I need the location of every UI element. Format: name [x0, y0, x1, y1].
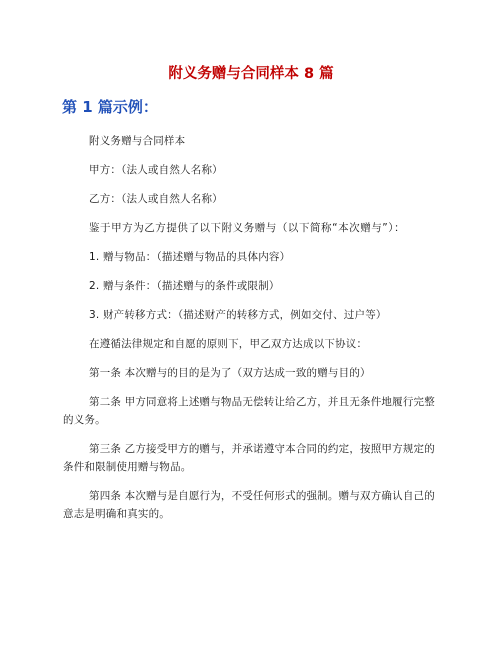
- section-heading: 第 1 篇示例：: [62, 98, 158, 116]
- gift-condition-paragraph: 2. 赠与条件：（描述赠与的条件或限制）: [89, 280, 280, 292]
- document-body: [63, 132, 441, 523]
- article-1-paragraph: 第一条 本次赠与的目的是为了（双方达成一致的赠与目的）: [89, 367, 371, 379]
- contract-name-paragraph: 附义务赠与合同样本: [89, 135, 186, 147]
- party-b-paragraph: 乙方：（法人或自然人名称）: [89, 193, 223, 205]
- document-title: 附义务赠与合同样本 8 篇: [168, 66, 334, 82]
- agreement-intro-paragraph: 在遵循法律规定和自愿的原则下，甲乙双方达成以下协议：: [89, 338, 368, 350]
- article-2-paragraph: 第二条 甲方同意将上述赠与物品无偿转让给乙方，并且无条件地履行完整的义务。: [63, 396, 435, 426]
- party-a-paragraph: 甲方：（法人或自然人名称）: [89, 164, 223, 176]
- transfer-method-paragraph: 3. 财产转移方式：（描述财产的转移方式，例如交付、过户等）: [89, 309, 387, 321]
- gift-item-paragraph: 1. 赠与物品：（描述赠与物品的具体内容）: [89, 251, 291, 263]
- preamble-paragraph: 鉴于甲方为乙方提供了以下附义务赠与（以下简称“本次赠与”）：: [89, 222, 406, 234]
- article-3-paragraph: 第三条 乙方接受甲方的赠与，并承诺遵守本合同的约定，按照甲方规定的条件和限制使用赠与物品。: [63, 443, 435, 473]
- article-4-paragraph: 第四条 本次赠与是自愿行为，不受任何形式的强制。赠与双方确认自己的意志是明确和真实的。: [63, 490, 435, 520]
